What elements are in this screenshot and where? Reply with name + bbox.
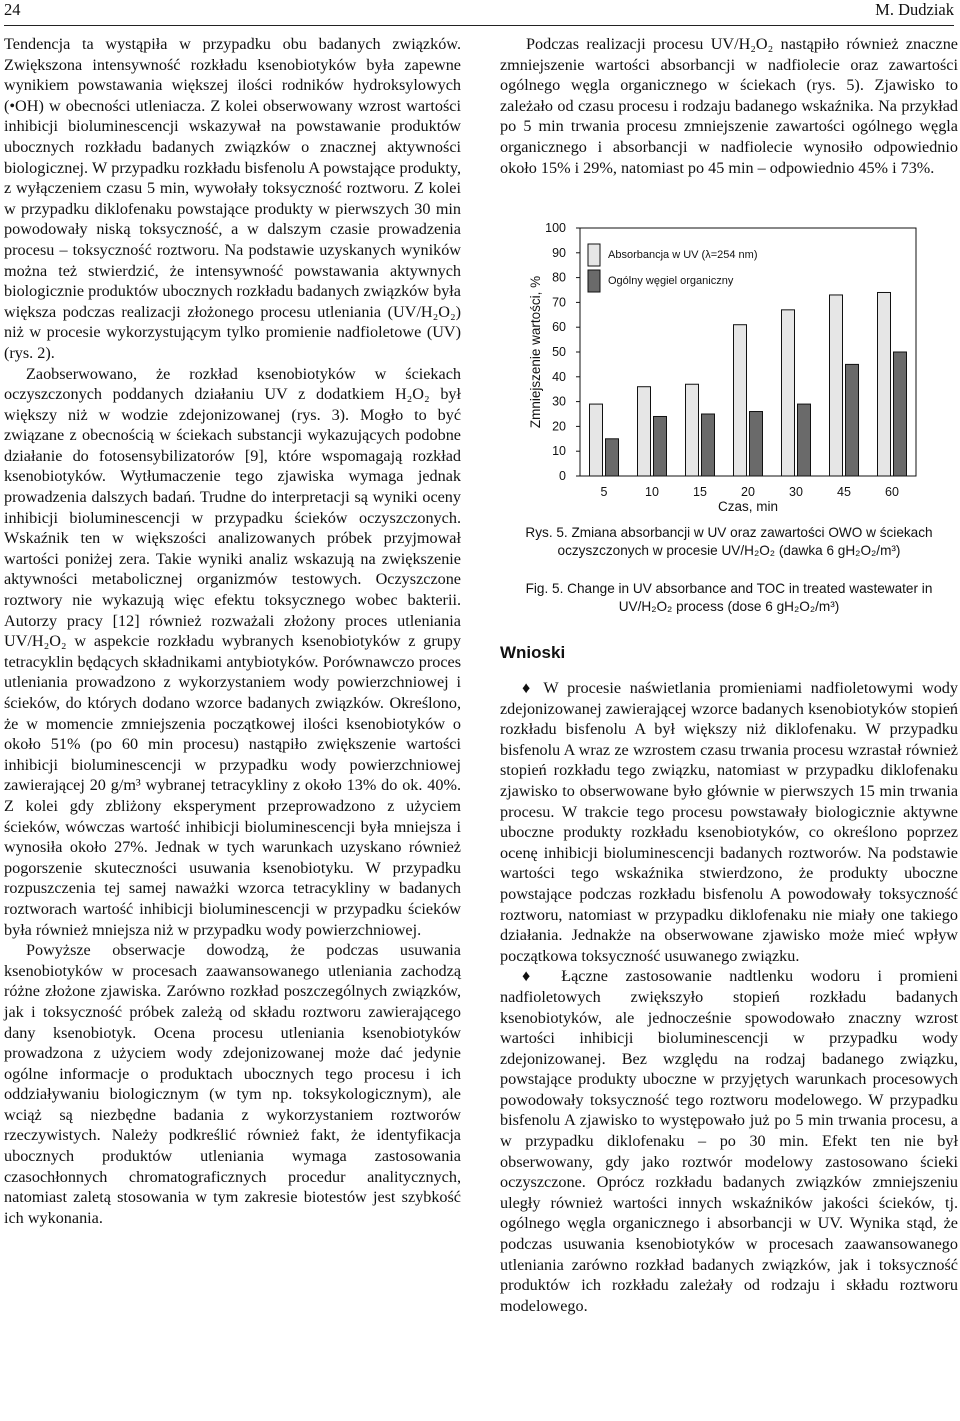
x-tick-label: 15	[693, 485, 707, 499]
paragraph: Powyższe obserwacje dowodzą, że podczas usuwania ksenobiotyków w procesach zaawansowanego utleniania zachodzą różne złożone zjawiska. Zarówno rozkład poszczególnych związków, jak i toksyczność próbek zależą od składu roztworu zawierającego dany ksenobiotyk. Ocena procesu utleniania ksenobiotyków prowadzona z użyciem wody zdejonizowanej może dać jedynie ogólne informacje o produktach ubocznych tego procesu i ich oddziaływaniu biologicznym (w tym np. toksykologicznym), ale wciąż są niezbędne badania z wykorzystaniem roztworów rzeczywistych. Należy podkreślić również fakt, że identyfikacja ubocznych produktów utleniania wymaga zastosowania czasochłonnych chromatograficznych procedur analitycznych, natomiast zaletą stosowania w tym zakresie biotestów jest szybkość ich wykonania.	[4, 941, 461, 1227]
y-tick-label: 60	[552, 320, 566, 335]
bar-uv-absorbance	[782, 310, 795, 476]
bar-uv-absorbance	[590, 404, 603, 476]
x-tick-label: 30	[789, 485, 803, 499]
right-column-intro	[500, 34, 958, 178]
y-tick-label: 30	[552, 394, 566, 409]
bar-uv-absorbance	[878, 292, 891, 476]
section-heading: Wnioski	[500, 643, 566, 662]
bar-uv-absorbance	[830, 295, 843, 476]
caption-polish: Rys. 5. Zmiana absorbancji w UV oraz zawartości OWO w ściekach oczyszczonych w procesie UV/H₂O₂ (dawka 6 gH₂O₂/m³)	[525, 525, 933, 558]
left-column	[4, 34, 461, 1228]
legend-label: Ogólny węgiel organiczny	[608, 275, 734, 287]
x-axis-label: Czas, min	[717, 499, 779, 514]
legend-swatch	[588, 244, 600, 266]
y-tick-label: 100	[545, 221, 566, 235]
y-tick-label: 10	[552, 444, 566, 459]
y-tick-label: 0	[559, 469, 566, 483]
bar-toc	[894, 352, 907, 476]
running-author: M. Dudziak	[875, 0, 954, 19]
conclusion-paragraph: ♦ W procesie naświetlania promieniami nadfioletowymi wody zdejonizowanej zawierającej wzorce badanych ksenobiotyków stopień rozkładu bisfenolu A był większy niż diklofenaku. W przypadku bisfenolu A wraz ze wzrostem czasu trwania procesu wzrastał również stopień rozkładu tego związku, natomiast w przypadku diklofenaku zjawisko to obserwowane było głównie w pierwszych 15 min trwania procesu. W trakcie tego procesu powstawały biologicznie aktywne uboczne produkty rozkładu ksenobiotyków, co określono poprzez ocenę inhibicji bioluminescencji badanych roztworów. Na podstawie wartości tego wskaźnika stwierdzono, że produkty uboczne powstające podczas rozkładu bisfenolu A powodowały toksyczność roztworu, natomiast w przypadku diklofenaku nie miały one takiego działania. Jednakże na obserwowane zjawisko może mieć wpływ początkowa toksyczność usuwanego związku.	[500, 679, 958, 965]
x-tick-label: 60	[885, 485, 899, 499]
y-tick-label: 50	[552, 345, 566, 359]
x-tick-label: 20	[741, 485, 755, 499]
paragraph: Tendencja ta wystąpiła w przypadku obu badanych związków. Zwiększona intensywność rozkładu ksenobiotyków była zapewne wynikiem powstawania większej ilości rodników hydroksylowych (•OH) w obecności utleniacza. Z kolei obserwowany wzrost wartości inhibicji bioluminescencji wskazywał na powstawanie produktów ubocznych rozkładu badanych związków o znacznej aktywności biologicznej. W przypadku rozkładu bisfenolu A powstające produkty, z wyłączeniem czasu 5 min, wywołały toksyczność roztworu. Z kolei w przypadku diklofenaku powstające produkty w pierwszych 30 min powodowały niską toksyczność, a w dalszym czasie prowadzenia procesu – toksyczność roztworu. Na podstawie uzyskanych wyników można też stwierdzić, że intensywność powstawania aktywnych biologicznie produktów ubocznych rozkładu badanych związków była większa podczas realizacji złożonego procesu utleniania (UV/H₂O₂) niż w procesie wykorzystującym tylko promienie nadfioletowe (UV) (rys. 2).	[4, 35, 461, 362]
bar-uv-absorbance	[686, 384, 699, 476]
x-tick-label: 5	[600, 485, 608, 499]
bar-toc	[702, 414, 715, 476]
bar-uv-absorbance	[734, 325, 747, 476]
legend-swatch	[588, 270, 600, 292]
page-header	[0, 0, 960, 26]
bar-chart	[500, 214, 958, 514]
header-rule	[4, 25, 954, 26]
x-tick-label: 45	[837, 485, 851, 499]
legend-label: Absorbancja w UV (λ=254 nm)	[608, 249, 758, 261]
page-number: 24	[4, 0, 21, 19]
bar-toc	[798, 404, 811, 476]
bar-toc	[654, 416, 667, 476]
x-tick-label: 10	[645, 485, 659, 499]
y-tick-label: 80	[552, 270, 566, 285]
paragraph: Zaobserwowano, że rozkład ksenobiotyków w ściekach oczyszczonych poddanych działaniu UV z dodatkiem H₂O₂ był większy niż w wodzie zdejonizowanej (rys. 3). Mogło to być związane z obecnością w ściekach substancji wykazujących podobne działanie do fotosensybilizatorów [9], które wspomagają rozkład ksenobiotyków. Wytłumaczenie tego zjawiska wymaga jednak prowadzenia dalszych badań. Trudne do interpretacji są wyniki oceny inhibicji bioluminescencji w przypadku ścieków oczyszczonych. Wskaźnik ten w większości analizowanych próbek przyjmował wartości poniżej zera. Takie wyniki analiz wskazują na zwiększenie aktywności metabolicznej organizmów testowych. Oczyszczone roztwory nie wykazują więc efektu toksycznego wobec bakterii. Autorzy pracy [12] również rozważali złożony proces utleniania UV/H₂O₂ w aspekcie rozkładu wybranych ksenobiotyków z grupy tetracyklin będących składnikami antybiotyków. Porównawczo proces utleniania prowadzono z wykorzystaniem wody powierzchniowej i ścieków, do których dodano wzorce badanych związków. Określono, że w momencie zmniejszenia początkowej ilości ksenobiotyków o około 51% (po 60 min procesu) nastąpiło zwiększenie wartości inhibicji bioluminescencji w przypadku wody powierzchniowej zawierającej 20 g/m³ wybranej tetracykliny z około 13% do ok. 40%. Z kolei gdy zbliżony eksperyment przeprowadzono z użyciem ścieków, wówczas wartość inhibicji bioluminescencji była mniejsza i wynosiła około 27%. Jednak w tych warunkach uzyskano również pogorszenie skuteczności usuwania ksenobiotyku. W przypadku rozpuszczenia tej samej naważki wzorca tetracykliny w badanych roztworach wartość inhibicji bioluminescencji w przypadku ścieków była również mniejsza niż w przypadku wody powierzchniowej.	[4, 364, 461, 939]
y-tick-label: 70	[552, 295, 566, 310]
y-axis-label: Zmniejszenie wartości, %	[528, 275, 543, 429]
y-tick-label: 40	[552, 369, 566, 384]
plot-frame	[580, 228, 916, 476]
conclusion-paragraph: ♦ Łączne zastosowanie nadtlenku wodoru i promieni nadfioletowych zwiększyło stopień rozkładu badanych ksenobiotyków, ale jednocześnie spowodowało znaczny wzrost wartości inhibicji bioluminescencji w przypadku wody zdejonizowanej. Bez względu na rodzaj badanego związku, powstające produkty uboczne w przyjętych warunkach procesowych powodowały toksyczność tego roztworu modelowego. W przypadku bisfenolu A zjawisko to występowało już po 5 min trwania procesu, a w przypadku diklofenaku – po 30 min. Efekt ten nie był obserwowany, gdy jako roztwór modelowy zastosowano ścieki oczyszczone. Oprócz rozkładu badanych związków zmniejszeniu uległy również wartości innych wskaźników jakości ścieków, tj. ogólnego węgla organicznego i absorbancji w UV. Wynika stąd, że podczas usuwania ksenobiotyków w procesach zaawansowanego utleniania zarówno rozkład badanych związków, jak i toksyczność produktów ich rozkładu zależały od rodzaju i składu roztworu modelowego.	[500, 967, 958, 1315]
conclusions	[500, 678, 958, 1316]
bar-toc	[750, 412, 763, 476]
y-tick-label: 20	[552, 419, 566, 434]
paragraph: Podczas realizacji procesu UV/H₂O₂ nastąpiło również znaczne zmniejszenie wartości absorbancji w nadfiolecie oraz zawartości ogólnego węgla organicznego w ściekach (rys. 5). Zjawisko to zależało od czasu procesu i rodzaju badanego wskaźnika. Na przykład po 5 min trwania procesu zmniejszenie zawartości ogólnego węgla organicznego i absorbancji w nadfiolecie wynosiło odpowiednio około 15% i 29%, natomiast po 45 min – odpowiednio 45% i 73%.	[500, 35, 958, 177]
caption-english: Fig. 5. Change in UV absorbance and TOC in treated wastewater in UV/H₂O₂ process (dose 6 gH₂O₂/m³)	[525, 581, 933, 614]
bar-toc	[606, 439, 619, 476]
y-tick-label: 90	[552, 245, 566, 260]
figure-5	[500, 214, 958, 634]
bar-toc	[846, 364, 859, 476]
bar-uv-absorbance	[638, 387, 651, 476]
